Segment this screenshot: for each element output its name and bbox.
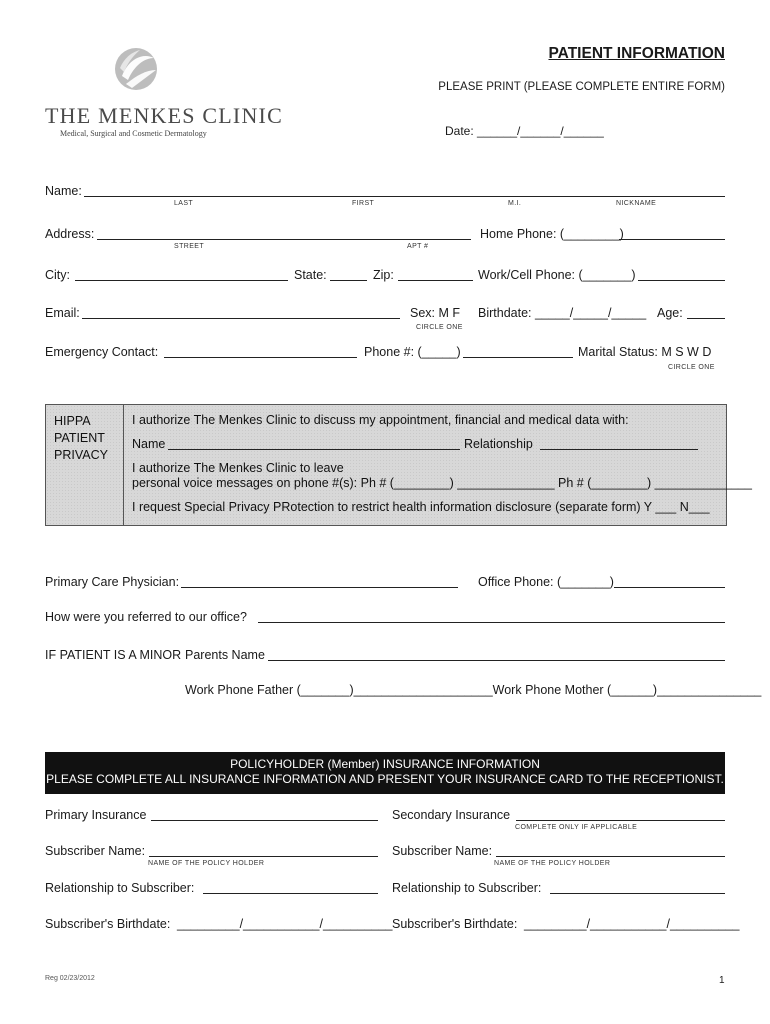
emergency-contact-field[interactable] (164, 357, 357, 358)
parents-name-label: Parents Name (185, 648, 265, 662)
sex-selector[interactable]: Sex: M F (410, 306, 461, 320)
hippa-voicemail-phones[interactable]: personal voice messages on phone #(s): Ph # (________) ______________ Ph # (________) ______________ (132, 476, 752, 490)
nickname-caption: NICKNAME (616, 200, 657, 207)
pcp-label: Primary Care Physician: (45, 575, 180, 589)
hippa-voicemail-text: I authorize The Menkes Clinic to leave (132, 461, 344, 475)
parents-name-field[interactable] (268, 660, 725, 661)
referral-field[interactable] (258, 622, 725, 623)
revision-date: Reg 02/23/2012 (45, 975, 95, 982)
hippa-name-label: Name (132, 437, 166, 451)
hippa-name-field[interactable] (168, 449, 460, 450)
work-phone-label: Work/Cell Phone: (_______) (478, 268, 636, 282)
clinic-name: THE MENKES CLINIC (45, 103, 283, 128)
city-label: City: (45, 268, 70, 282)
secondary-subscriber-birthdate-label: Subscriber's Birthdate: (392, 917, 518, 931)
referral-label: How were you referred to our office? (45, 610, 247, 624)
secondary-subscriber-birthdate-field[interactable]: _________/___________/__________ (524, 917, 740, 931)
marital-circle-caption: CIRCLE ONE (668, 364, 715, 371)
secondary-subscriber-caption: NAME OF THE POLICY HOLDER (494, 860, 611, 867)
hippa-label: HIPPA PATIENT PRIVACY (46, 405, 124, 525)
zip-label: Zip: (373, 268, 394, 282)
address-label: Address: (45, 227, 95, 241)
insurance-banner-instructions: PLEASE COMPLETE ALL INSURANCE INFORMATION AND PRESENT YOUR INSURANCE CARD TO THE RECEPTIONIST. (46, 772, 724, 786)
emergency-contact-label: Emergency Contact: (45, 345, 159, 359)
secondary-relationship-label: Relationship to Subscriber: (392, 881, 542, 895)
city-field[interactable] (75, 280, 288, 281)
first-name-caption: FIRST (352, 200, 375, 207)
form-instructions: PLEASE PRINT (PLEASE COMPLETE ENTIRE FORM) (438, 81, 725, 93)
middle-initial-caption: M.I. (508, 200, 522, 207)
name-field[interactable] (84, 196, 725, 197)
clinic-logo-icon (112, 46, 160, 92)
pcp-field[interactable] (181, 587, 458, 588)
office-phone-field[interactable] (614, 587, 725, 588)
state-field[interactable] (330, 280, 367, 281)
hippa-relationship-label: Relationship (464, 437, 533, 451)
state-label: State: (294, 268, 327, 282)
apt-caption: APT # (407, 243, 429, 250)
marital-status-selector[interactable]: Marital Status: M S W D (578, 345, 712, 359)
primary-relationship-field[interactable] (203, 893, 378, 894)
name-label: Name: (45, 184, 82, 198)
insurance-banner-title: POLICYHOLDER (Member) INSURANCE INFORMATION (230, 757, 540, 771)
parent-work-phones[interactable]: Work Phone Father (_______)____________________Work Phone Mother (______)_______________ (185, 683, 762, 697)
home-phone-label: Home Phone: (________) (480, 227, 624, 241)
hippa-privacy-section (45, 404, 752, 526)
primary-insurance-field[interactable] (151, 820, 378, 821)
hippa-special-privacy[interactable]: I request Special Privacy PRotection to restrict health information disclosure (separate form) Y ___ N___ (132, 500, 710, 514)
minor-label: IF PATIENT IS A MINOR (45, 648, 182, 662)
secondary-insurance-caption: COMPLETE ONLY IF APPLICABLE (515, 824, 638, 831)
hippa-authorize-text: I authorize The Menkes Clinic to discuss my appointment, financial and medical data with: (132, 413, 629, 427)
address-field[interactable] (97, 239, 471, 240)
secondary-relationship-field[interactable] (550, 893, 725, 894)
primary-subscriber-birthdate-field[interactable]: _________/___________/__________ (177, 917, 393, 931)
insurance-banner (45, 752, 725, 794)
emergency-phone-field[interactable] (463, 357, 573, 358)
secondary-subscriber-name-field[interactable] (496, 856, 725, 857)
last-name-caption: LAST (174, 200, 194, 207)
clinic-tagline: Medical, Surgical and Cosmetic Dermatology (60, 129, 207, 138)
primary-subscriber-name-label: Subscriber Name: (45, 844, 146, 858)
secondary-subscriber-name-label: Subscriber Name: (392, 844, 493, 858)
date-field[interactable]: Date: ______/______/______ (445, 124, 604, 138)
page-number: 1 (719, 975, 725, 986)
home-phone-field[interactable] (619, 239, 725, 240)
age-label: Age: (657, 306, 683, 320)
zip-field[interactable] (398, 280, 473, 281)
primary-subscriber-birthdate-label: Subscriber's Birthdate: (45, 917, 171, 931)
age-field[interactable] (687, 318, 725, 319)
primary-subscriber-name-field[interactable] (149, 856, 378, 857)
work-phone-field[interactable] (638, 280, 725, 281)
secondary-insurance-label: Secondary Insurance (392, 808, 511, 822)
email-field[interactable] (82, 318, 400, 319)
office-phone-label: Office Phone: (_______) (478, 575, 614, 589)
primary-relationship-label: Relationship to Subscriber: (45, 881, 195, 895)
secondary-insurance-field[interactable] (516, 820, 725, 821)
primary-subscriber-caption: NAME OF THE POLICY HOLDER (148, 860, 265, 867)
form-title: PATIENT INFORMATION (548, 45, 725, 62)
sex-circle-caption: CIRCLE ONE (416, 324, 463, 331)
emergency-phone-label: Phone #: (_____) (364, 345, 461, 359)
birthdate-field[interactable]: Birthdate: _____/_____/_____ (478, 306, 647, 320)
primary-insurance-label: Primary Insurance (45, 808, 147, 822)
street-caption: STREET (174, 243, 205, 250)
hippa-relationship-field[interactable] (540, 449, 698, 450)
email-label: Email: (45, 306, 80, 320)
